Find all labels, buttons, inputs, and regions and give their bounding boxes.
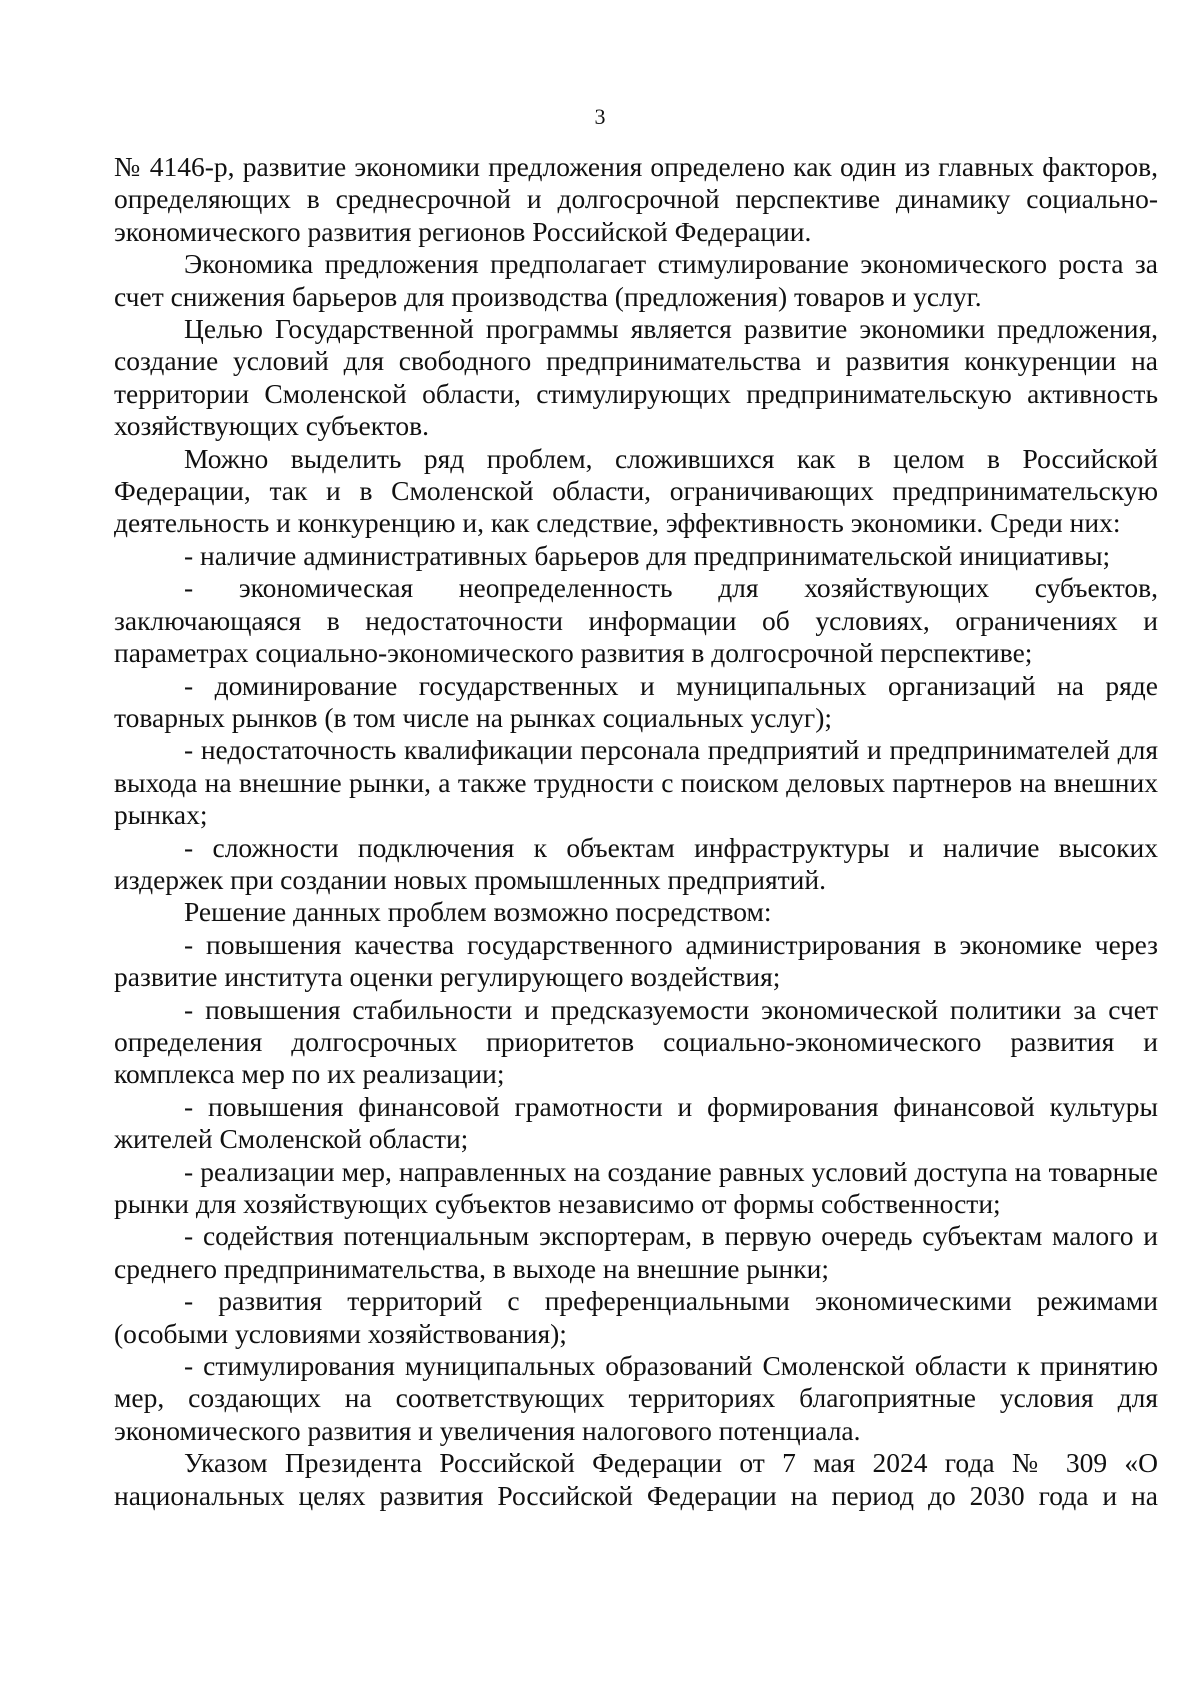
list-item-problem: - наличие административных барьеров для предпринимательской инициативы; [184,539,1111,571]
list-item-solution: - стимулирования муниципальных образований Смоленской области к принятию мер, создающих на соответствующих территориях благоприятные условия для экономического развития и увеличения налогового потенциала. [114,1350,1158,1446]
paragraph-presidential-decree: Указом Президента Российской Федерации от 7 мая 2024 года № 309 «О национальных целях развития Российской Федерации на период до 2030 года и на [114,1447,1158,1511]
paragraph-continuation: № 4146-р, развитие экономики предложения определено как один из главных факторов, определяющих в среднесрочной и долгосрочной перспективе динамику социально-экономического развития регионов Российской Федерации. [114,151,1158,247]
list-item-solution: - повышения стабильности и предсказуемости экономической политики за счет определения долгосрочных приоритетов социально-экономического развития и комплекса мер по их реализации; [114,993,1158,1090]
paragraph-problems-intro: Можно выделить ряд проблем, сложившихся как в целом в Российской Федерации, так и в Смоленской области, ограничивающих предпринимательскую деятельность и конкуренцию и, как следствие, эффективность экономики. Среди них: [114,442,1158,539]
list-item-problem: - доминирование государственных и муниципальных организаций на ряде товарных рынков (в том числе на рынках социальных услуг); [114,669,1158,733]
list-item-problem: - экономическая неопределенность для хозяйствующих субъектов, заключающаяся в недостаточности информации об условиях, ограничениях и параметрах социально-экономического развития в долгосрочной перспективе; [114,572,1158,669]
document-body [114,151,1158,1512]
paragraph-solutions-intro: Решение данных проблем возможно посредством: [184,896,772,928]
list-item-problem: - недостаточность квалификации персонала предприятий и предпринимателей для выхода на внешние рынки, а также трудности с поиском деловых партнеров на внешних рынках; [114,734,1158,831]
list-item-solution: - содействия потенциальным экспортерам, в первую очередь субъектам малого и среднего предпринимательства, в выходе на внешние рынки; [114,1220,1158,1284]
paragraph-supply-economy: Экономика предложения предполагает стимулирование экономического роста за счет снижения барьеров для производства (предложения) товаров и услуг. [114,248,1158,312]
list-item-solution: - реализации мер, направленных на создание равных условий доступа на товарные рынки для хозяйствующих субъектов независимо от формы собственности; [114,1155,1158,1219]
list-item-problem: - сложности подключения к объектам инфраструктуры и наличие высоких издержек при создании новых промышленных предприятий. [114,831,1158,895]
page-number: 3 [594,104,606,129]
list-item-solution: - повышения качества государственного администрирования в экономике через развитие института оценки регулирующего воздействия; [114,928,1158,993]
list-item-solution: - развития территорий с преференциальными экономическими режимами (особыми условиями хозяйствования); [114,1285,1158,1349]
list-item-solution: - повышения финансовой грамотности и формирования финансовой культуры жителей Смоленской области; [114,1090,1158,1155]
paragraph-program-goal: Целью Государственной программы является развитие экономики предложения, создание условий для свободного предпринимательства и развития конкуренции на территории Смоленской области, стимулирующих предпринимательскую активность хозяйствующих субъектов. [114,313,1158,442]
